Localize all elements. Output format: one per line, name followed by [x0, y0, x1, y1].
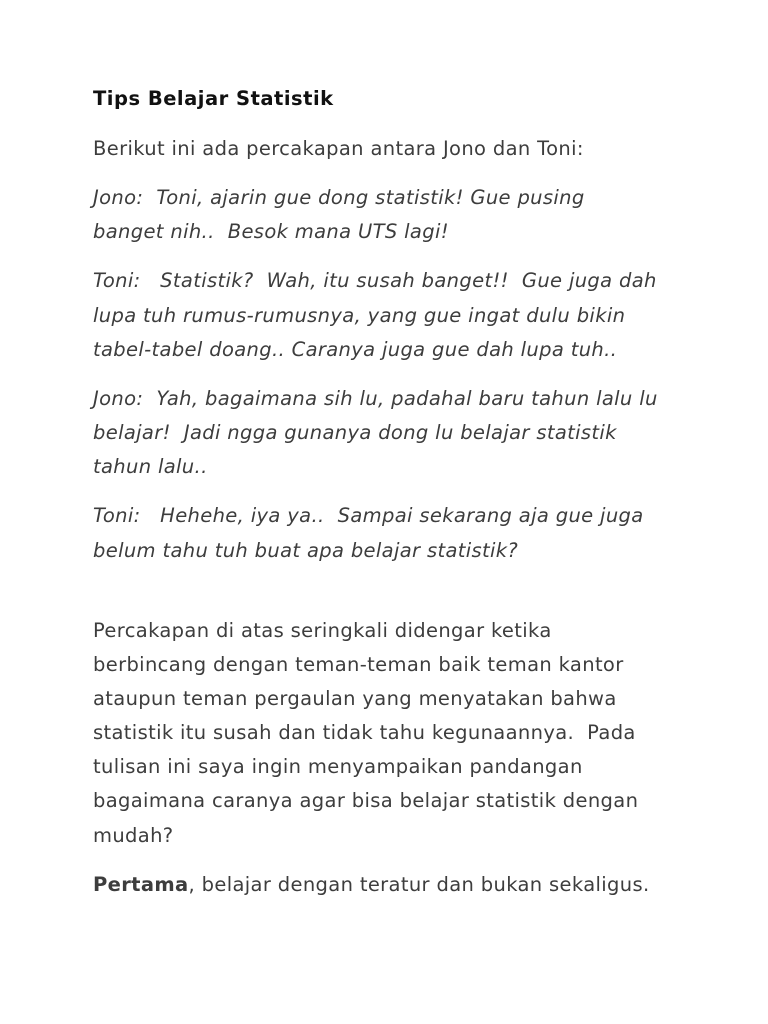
dialogue-line: Jono: Toni, ajarin gue dong statistik! Gue pusing: [93, 186, 585, 209]
paragraph-line: statistik itu susah dan tidak tahu kegunaannya. Pada: [93, 721, 636, 744]
paragraph-line: berbincang dengan teman-teman baik teman kantor: [93, 653, 624, 676]
paragraph-line: mudah?: [93, 824, 174, 847]
first-tip-text: , belajar dengan teratur dan bukan sekaligus.: [188, 873, 650, 896]
dialogue-line: belajar! Jadi ngga gunanya dong lu belajar statistik: [93, 421, 617, 444]
dialogue-line: belum tahu tuh buat apa belajar statistik?: [93, 539, 519, 562]
paragraph-line: ataupun teman pergaulan yang menyatakan bahwa: [93, 687, 617, 710]
dialogue-line: tabel-tabel doang.. Caranya juga gue dah lupa tuh..: [93, 338, 618, 361]
intro-paragraph: Berikut ini ada percakapan antara Jono dan Toni:: [93, 137, 584, 160]
dialogue-line: lupa tuh rumus-rumusnya, yang gue ingat dulu bikin: [93, 304, 626, 327]
dialogue-line: tahun lalu..: [93, 455, 208, 478]
paragraph-line: bagaimana caranya agar bisa belajar statistik dengan: [93, 789, 639, 812]
first-tip-label: Pertama: [93, 873, 189, 896]
dialogue-line: Toni: Statistik? Wah, itu susah banget!! Gue juga dah: [93, 269, 657, 292]
document-title: Tips Belajar Statistik: [93, 87, 334, 110]
paragraph-line: Percakapan di atas seringkali didengar ketika: [93, 619, 552, 642]
paragraph-line: tulisan ini saya ingin menyampaikan pandangan: [93, 755, 583, 778]
dialogue-line: Jono: Yah, bagaimana sih lu, padahal baru tahun lalu lu: [93, 387, 658, 410]
first-tip-paragraph: [93, 873, 650, 897]
dialogue-line: Toni: Hehehe, iya ya.. Sampai sekarang aja gue juga: [93, 504, 644, 527]
dialogue-line: banget nih.. Besok mana UTS lagi!: [93, 220, 449, 243]
